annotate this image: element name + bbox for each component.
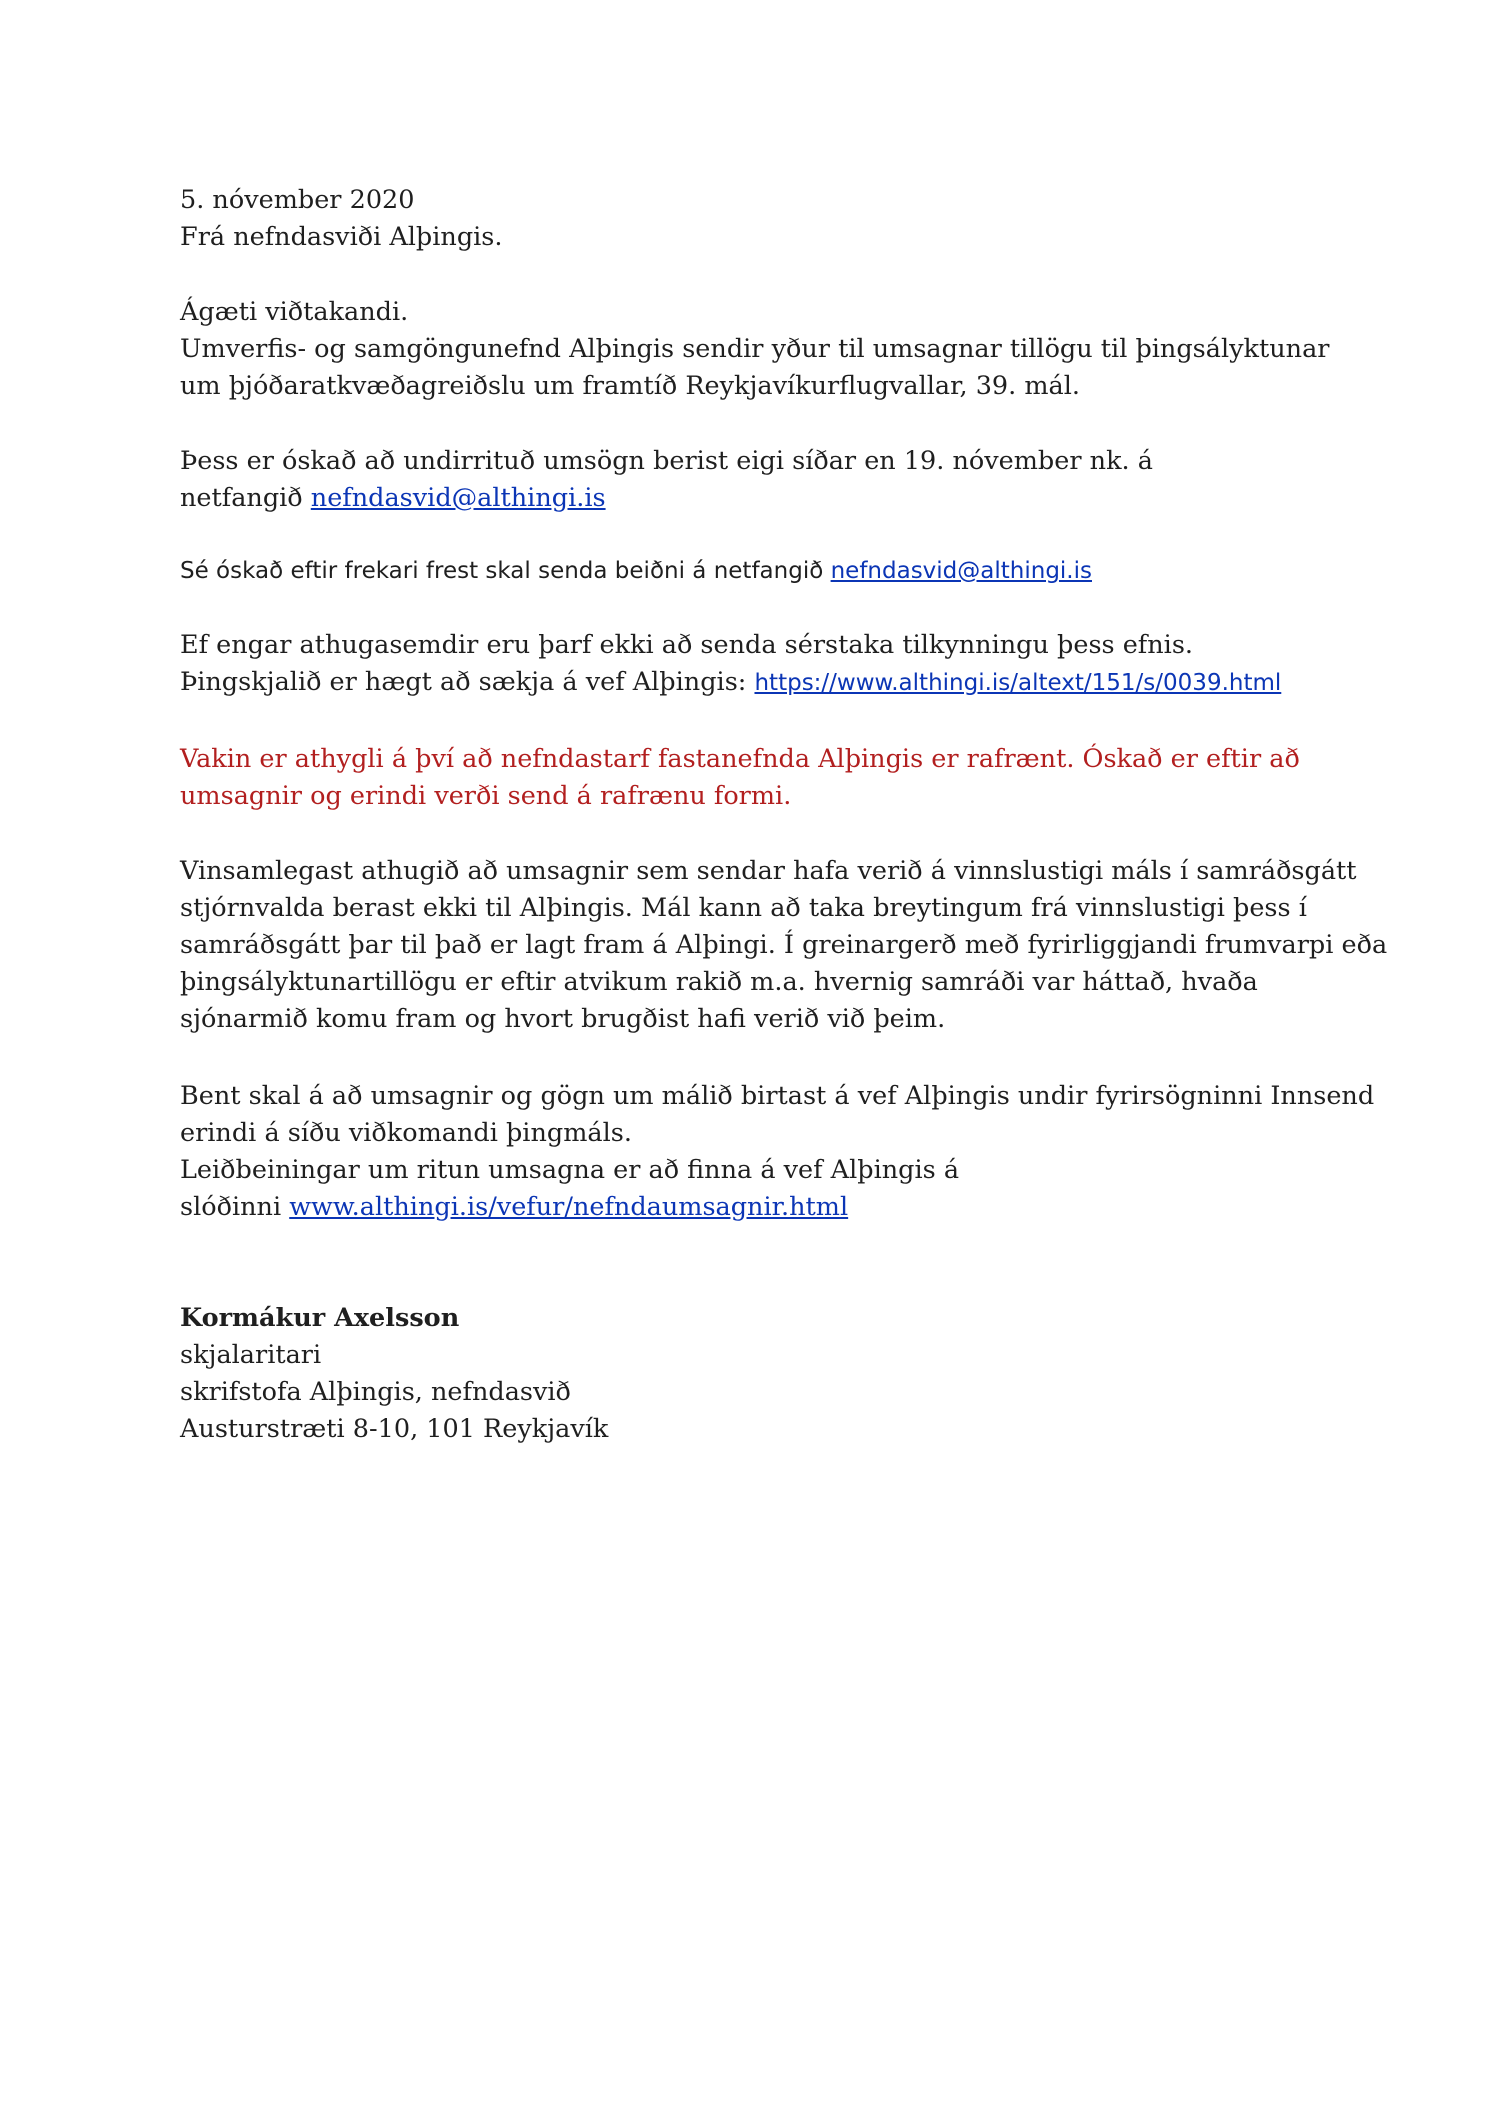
deadline-paragraph [180,443,1350,517]
extension-paragraph [180,553,1350,590]
consultation-line: sjónarmið komu fram og hvort brugðist hafi verið við þeim. [180,1004,946,1034]
extension-email-link[interactable]: nefndasvid@althingi.is [830,558,1092,584]
letter-sender: Frá nefndasviði Alþingis. [180,222,503,252]
deadline-email-prefix: netfangið [180,483,311,513]
intro-line-2: um þjóðaratkvæðagreiðslu um framtíð Reykjavíkurflugvallar, 39. mál. [180,371,1080,401]
publication-line-2: erindi á síðu viðkomandi þingmáls. [180,1118,632,1148]
signature-block [180,1300,1350,1448]
extension-text: Sé óskað eftir frekari frest skal senda beiðni á netfangið [180,558,831,584]
no-comments-line-1: Ef engar athugasemdir eru þarf ekki að senda sérstaka tilkynningu þess efnis. [180,630,1194,660]
intro-line-1: Umverfis- og samgöngunefnd Alþingis sendir yður til umsagnar tillögu til þingsályktunar [180,334,1330,364]
notice-line-1: Vakin er athygli á því að nefndastarf fastanefnda Alþingis er rafrænt. Óskað er eftir að [180,744,1300,774]
consultation-line: samráðsgátt þar til það er lagt fram á Alþingi. Í greinargerð með fyrirliggjandi frumvarpi eða [180,930,1388,960]
guidelines-url-link[interactable]: www.althingi.is/vefur/nefndaumsagnir.html [289,1192,849,1222]
notice-line-2: umsagnir og erindi verði send á rafrænu formi. [180,781,792,811]
letter-date: 5. nóvember 2020 [180,185,415,215]
consultation-line: Vinsamlegast athugið að umsagnir sem sendar hafa verið á vinnslustigi máls í samráðsgátt [180,856,1357,886]
publication-line-3: Leiðbeiningar um ritun umsagna er að finna á vef Alþingis á [180,1155,960,1185]
electronic-notice-paragraph [180,741,1350,815]
letter-header [180,182,1350,256]
signature-title: skjalaritari [180,1340,322,1370]
consultation-line: stjórnvalda berast ekki til Alþingis. Mál kann að taka breytingum frá vinnslustigi þess í [180,893,1307,923]
consultation-line: þingsályktunartillögu er eftir atvikum rakið m.a. hvernig samráði var háttað, hvaða [180,967,1258,997]
publication-line-1: Bent skal á að umsagnir og gögn um málið birtast á vef Alþingis undir fyrirsögninni Innsend [180,1081,1375,1111]
greeting: Ágæti viðtakandi. [180,297,409,327]
guidelines-url-prefix: slóðinni [180,1192,290,1222]
deadline-line-1: Þess er óskað að undirrituð umsögn berist eigi síðar en 19. nóvember nk. á [180,446,1153,476]
extension-line [180,553,1350,590]
deadline-email-link[interactable]: nefndasvid@althingi.is [310,483,606,513]
signature-office: skrifstofa Alþingis, nefndasvið [180,1377,571,1407]
no-comments-line-2 [180,664,1350,702]
signature-name: Kormákur Axelsson [180,1303,460,1333]
deadline-line-2 [180,480,1350,517]
no-comments-paragraph [180,627,1350,702]
publication-paragraph [180,1078,1375,1226]
document-url-link[interactable]: https://www.althingi.is/altext/151/s/0039.html [754,670,1282,696]
intro-paragraph [180,294,1350,405]
signature-address: Austurstræti 8-10, 101 Reykjavík [180,1414,609,1444]
consultation-paragraph [180,853,1388,1038]
publication-line-4 [180,1189,1350,1226]
document-url-prefix: Þingskjalið er hægt að sækja á vef Alþingis: [180,667,755,697]
